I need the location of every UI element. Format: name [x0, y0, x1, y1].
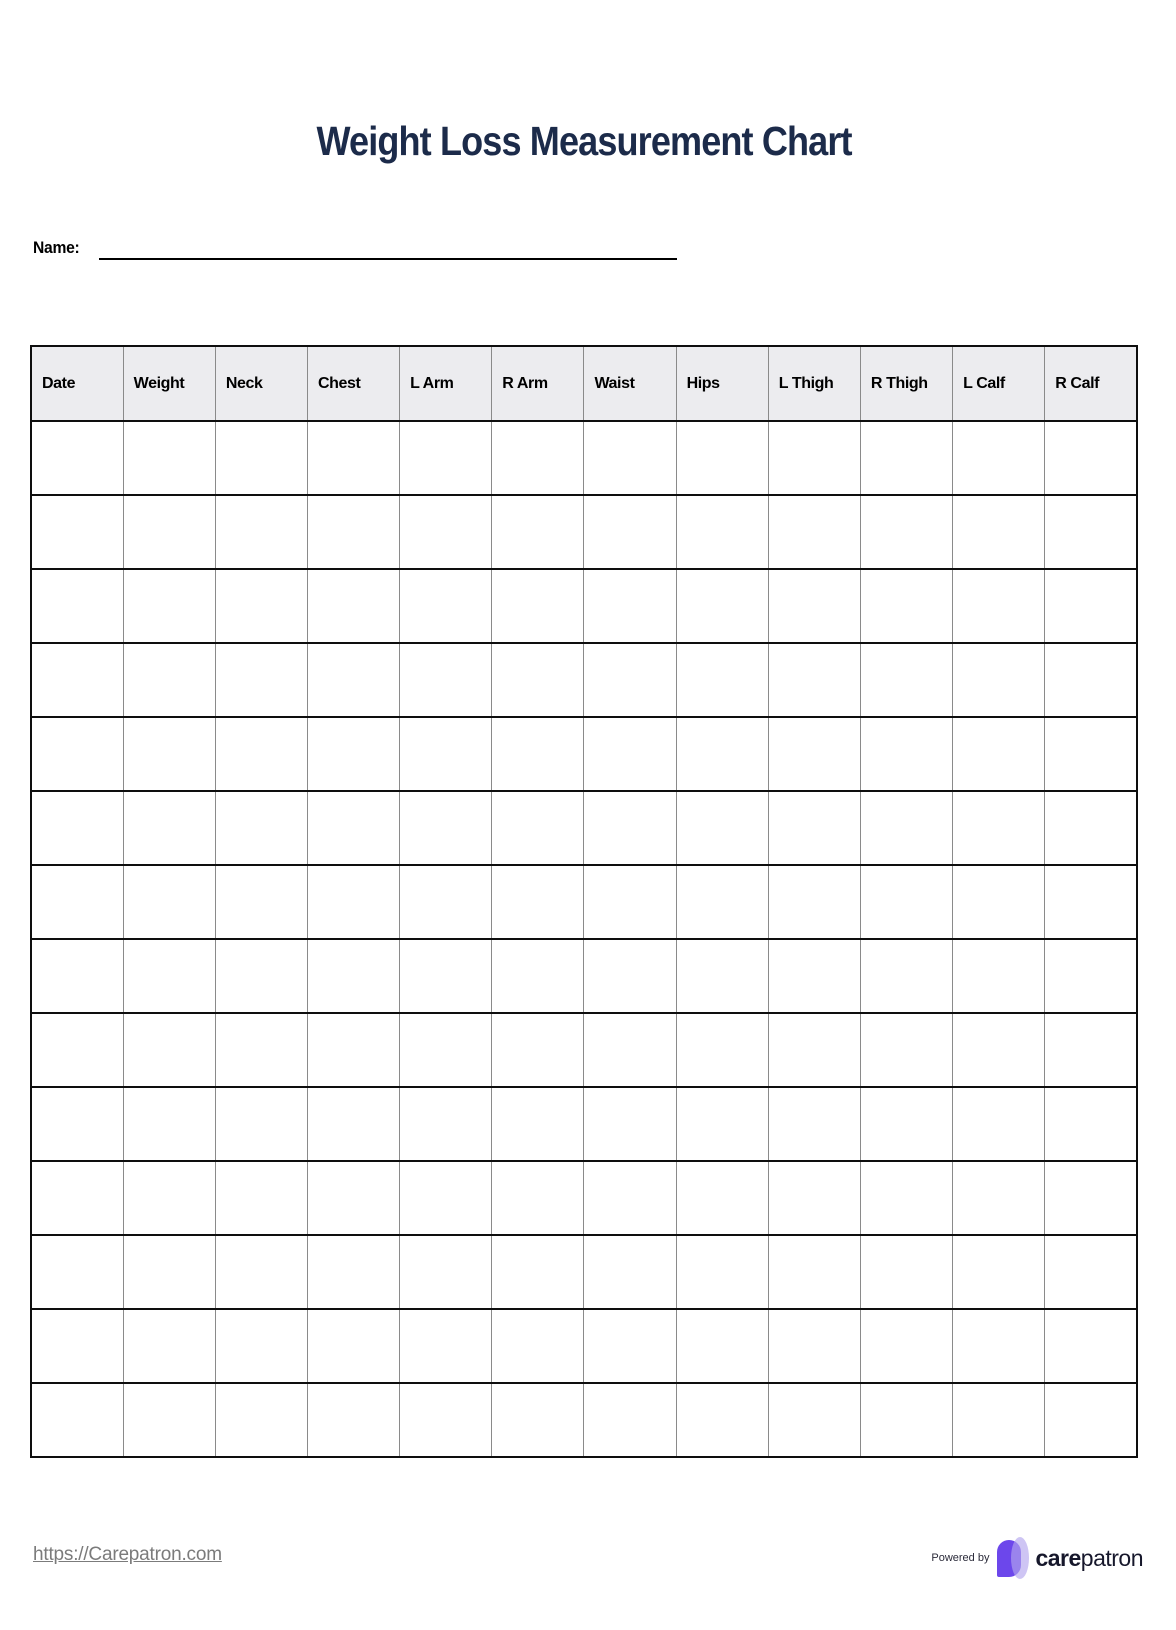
empty-cell-l-arm: [400, 643, 492, 717]
empty-cell-hips: [676, 717, 768, 791]
empty-cell-weight: [123, 643, 215, 717]
empty-cell-l-arm: [400, 421, 492, 495]
empty-cell-l-arm: [400, 939, 492, 1013]
empty-cell-r-thigh: [860, 643, 952, 717]
empty-cell-waist: [584, 421, 676, 495]
empty-cell-chest: [307, 1383, 399, 1457]
empty-cell-date: [31, 1161, 123, 1235]
table-row: [31, 1235, 1137, 1309]
empty-cell-waist: [584, 643, 676, 717]
measurement-table-body: [31, 421, 1137, 1457]
column-header-date: Date: [31, 346, 123, 421]
empty-cell-l-thigh: [768, 717, 860, 791]
empty-cell-neck: [215, 1383, 307, 1457]
empty-cell-chest: [307, 1161, 399, 1235]
column-header-l-arm: L Arm: [400, 346, 492, 421]
table-row: [31, 717, 1137, 791]
empty-cell-waist: [584, 1087, 676, 1161]
logo-oval-shape: [1011, 1537, 1029, 1579]
empty-cell-l-calf: [953, 939, 1045, 1013]
wordmark-patron: patron: [1080, 1544, 1143, 1571]
empty-cell-chest: [307, 791, 399, 865]
table-row: [31, 643, 1137, 717]
empty-cell-l-arm: [400, 1309, 492, 1383]
empty-cell-r-arm: [492, 643, 584, 717]
empty-cell-r-thigh: [860, 569, 952, 643]
empty-cell-l-arm: [400, 717, 492, 791]
empty-cell-l-thigh: [768, 865, 860, 939]
empty-cell-neck: [215, 569, 307, 643]
name-input-line: [99, 240, 677, 260]
empty-cell-r-calf: [1045, 1161, 1137, 1235]
empty-cell-l-thigh: [768, 1309, 860, 1383]
empty-cell-l-arm: [400, 1235, 492, 1309]
empty-cell-waist: [584, 495, 676, 569]
empty-cell-hips: [676, 791, 768, 865]
empty-cell-waist: [584, 865, 676, 939]
column-header-l-thigh: L Thigh: [768, 346, 860, 421]
empty-cell-waist: [584, 1309, 676, 1383]
empty-cell-r-arm: [492, 495, 584, 569]
empty-cell-weight: [123, 1013, 215, 1087]
name-field-row: [33, 238, 677, 260]
empty-cell-weight: [123, 791, 215, 865]
empty-cell-weight: [123, 865, 215, 939]
page-title: Weight Loss Measurement Chart: [316, 118, 852, 164]
empty-cell-neck: [215, 1235, 307, 1309]
empty-cell-neck: [215, 1309, 307, 1383]
table-row: [31, 1309, 1137, 1383]
empty-cell-hips: [676, 569, 768, 643]
empty-cell-date: [31, 1383, 123, 1457]
empty-cell-chest: [307, 865, 399, 939]
empty-cell-hips: [676, 1161, 768, 1235]
empty-cell-l-thigh: [768, 1383, 860, 1457]
empty-cell-weight: [123, 569, 215, 643]
empty-cell-weight: [123, 1087, 215, 1161]
empty-cell-neck: [215, 495, 307, 569]
empty-cell-r-calf: [1045, 1309, 1137, 1383]
empty-cell-l-thigh: [768, 569, 860, 643]
empty-cell-hips: [676, 1087, 768, 1161]
column-header-chest: Chest: [307, 346, 399, 421]
table-row: [31, 421, 1137, 495]
table-row: [31, 865, 1137, 939]
empty-cell-date: [31, 939, 123, 1013]
empty-cell-date: [31, 643, 123, 717]
empty-cell-l-arm: [400, 495, 492, 569]
empty-cell-l-arm: [400, 1383, 492, 1457]
empty-cell-r-arm: [492, 1013, 584, 1087]
empty-cell-waist: [584, 1235, 676, 1309]
empty-cell-date: [31, 1309, 123, 1383]
empty-cell-hips: [676, 643, 768, 717]
empty-cell-r-thigh: [860, 717, 952, 791]
empty-cell-date: [31, 1013, 123, 1087]
carepatron-link[interactable]: https://Carepatron.com: [33, 1544, 222, 1565]
empty-cell-hips: [676, 1383, 768, 1457]
column-header-l-calf: L Calf: [953, 346, 1045, 421]
empty-cell-chest: [307, 1309, 399, 1383]
column-header-r-calf: R Calf: [1045, 346, 1137, 421]
empty-cell-date: [31, 717, 123, 791]
column-header-neck: Neck: [215, 346, 307, 421]
empty-cell-date: [31, 495, 123, 569]
column-header-r-thigh: R Thigh: [860, 346, 952, 421]
empty-cell-neck: [215, 421, 307, 495]
empty-cell-l-calf: [953, 1013, 1045, 1087]
empty-cell-neck: [215, 791, 307, 865]
powered-by-badge: [931, 1534, 1143, 1582]
empty-cell-r-thigh: [860, 1161, 952, 1235]
empty-cell-waist: [584, 569, 676, 643]
empty-cell-chest: [307, 495, 399, 569]
empty-cell-weight: [123, 1383, 215, 1457]
empty-cell-l-arm: [400, 1161, 492, 1235]
empty-cell-date: [31, 569, 123, 643]
empty-cell-chest: [307, 1013, 399, 1087]
empty-cell-r-arm: [492, 421, 584, 495]
empty-cell-r-arm: [492, 1309, 584, 1383]
empty-cell-hips: [676, 495, 768, 569]
empty-cell-l-thigh: [768, 1161, 860, 1235]
empty-cell-date: [31, 1087, 123, 1161]
empty-cell-chest: [307, 1235, 399, 1309]
empty-cell-waist: [584, 1383, 676, 1457]
empty-cell-weight: [123, 939, 215, 1013]
empty-cell-r-calf: [1045, 421, 1137, 495]
empty-cell-chest: [307, 939, 399, 1013]
name-label: Name:: [33, 238, 80, 257]
measurement-table: [30, 345, 1138, 1458]
empty-cell-waist: [584, 1013, 676, 1087]
empty-cell-hips: [676, 1013, 768, 1087]
empty-cell-weight: [123, 421, 215, 495]
empty-cell-chest: [307, 1087, 399, 1161]
empty-cell-r-thigh: [860, 1309, 952, 1383]
empty-cell-r-arm: [492, 1087, 584, 1161]
empty-cell-date: [31, 1235, 123, 1309]
empty-cell-neck: [215, 717, 307, 791]
empty-cell-waist: [584, 717, 676, 791]
empty-cell-r-arm: [492, 1161, 584, 1235]
empty-cell-r-arm: [492, 939, 584, 1013]
empty-cell-r-thigh: [860, 1087, 952, 1161]
empty-cell-r-calf: [1045, 939, 1137, 1013]
empty-cell-l-calf: [953, 1235, 1045, 1309]
empty-cell-l-thigh: [768, 1235, 860, 1309]
empty-cell-r-calf: [1045, 495, 1137, 569]
empty-cell-l-calf: [953, 495, 1045, 569]
empty-cell-date: [31, 865, 123, 939]
column-header-weight: Weight: [123, 346, 215, 421]
measurement-table-header: [31, 346, 1137, 421]
empty-cell-r-calf: [1045, 1235, 1137, 1309]
table-row: [31, 939, 1137, 1013]
empty-cell-r-arm: [492, 569, 584, 643]
empty-cell-r-arm: [492, 791, 584, 865]
empty-cell-date: [31, 421, 123, 495]
empty-cell-l-calf: [953, 643, 1045, 717]
empty-cell-neck: [215, 865, 307, 939]
empty-cell-r-calf: [1045, 1013, 1137, 1087]
empty-cell-l-arm: [400, 569, 492, 643]
empty-cell-neck: [215, 939, 307, 1013]
column-header-r-arm: R Arm: [492, 346, 584, 421]
empty-cell-l-calf: [953, 865, 1045, 939]
empty-cell-neck: [215, 1013, 307, 1087]
empty-cell-l-calf: [953, 1161, 1045, 1235]
empty-cell-hips: [676, 1309, 768, 1383]
table-row: [31, 1013, 1137, 1087]
empty-cell-l-thigh: [768, 643, 860, 717]
empty-cell-r-thigh: [860, 865, 952, 939]
empty-cell-hips: [676, 939, 768, 1013]
empty-cell-hips: [676, 421, 768, 495]
title-container: [30, 118, 1138, 165]
empty-cell-r-calf: [1045, 643, 1137, 717]
header-row: [31, 346, 1137, 421]
empty-cell-chest: [307, 569, 399, 643]
empty-cell-l-arm: [400, 1013, 492, 1087]
empty-cell-r-calf: [1045, 569, 1137, 643]
table-row: [31, 1087, 1137, 1161]
empty-cell-date: [31, 791, 123, 865]
empty-cell-r-calf: [1045, 791, 1137, 865]
empty-cell-l-calf: [953, 1309, 1045, 1383]
carepatron-wordmark: [1035, 1545, 1143, 1572]
empty-cell-l-arm: [400, 791, 492, 865]
empty-cell-r-calf: [1045, 717, 1137, 791]
powered-by-label: Powered by: [931, 1552, 990, 1564]
empty-cell-chest: [307, 643, 399, 717]
empty-cell-neck: [215, 1087, 307, 1161]
empty-cell-r-arm: [492, 717, 584, 791]
empty-cell-weight: [123, 495, 215, 569]
empty-cell-l-thigh: [768, 1013, 860, 1087]
empty-cell-chest: [307, 717, 399, 791]
empty-cell-hips: [676, 865, 768, 939]
empty-cell-r-calf: [1045, 865, 1137, 939]
empty-cell-r-thigh: [860, 1383, 952, 1457]
empty-cell-l-thigh: [768, 421, 860, 495]
empty-cell-weight: [123, 717, 215, 791]
empty-cell-waist: [584, 939, 676, 1013]
empty-cell-weight: [123, 1309, 215, 1383]
empty-cell-r-arm: [492, 865, 584, 939]
empty-cell-l-arm: [400, 1087, 492, 1161]
empty-cell-l-calf: [953, 421, 1045, 495]
empty-cell-waist: [584, 1161, 676, 1235]
empty-cell-l-calf: [953, 717, 1045, 791]
empty-cell-neck: [215, 1161, 307, 1235]
empty-cell-r-calf: [1045, 1087, 1137, 1161]
empty-cell-r-thigh: [860, 939, 952, 1013]
empty-cell-weight: [123, 1235, 215, 1309]
empty-cell-r-thigh: [860, 791, 952, 865]
empty-cell-chest: [307, 421, 399, 495]
empty-cell-l-calf: [953, 791, 1045, 865]
empty-cell-l-thigh: [768, 1087, 860, 1161]
empty-cell-l-thigh: [768, 495, 860, 569]
empty-cell-r-calf: [1045, 1383, 1137, 1457]
empty-cell-l-calf: [953, 1383, 1045, 1457]
empty-cell-l-arm: [400, 865, 492, 939]
empty-cell-r-arm: [492, 1235, 584, 1309]
column-header-hips: Hips: [676, 346, 768, 421]
empty-cell-weight: [123, 1161, 215, 1235]
carepatron-logo-icon: [997, 1537, 1030, 1579]
table-row: [31, 791, 1137, 865]
empty-cell-r-thigh: [860, 421, 952, 495]
empty-cell-r-thigh: [860, 495, 952, 569]
empty-cell-hips: [676, 1235, 768, 1309]
table-row: [31, 1161, 1137, 1235]
table-row: [31, 569, 1137, 643]
empty-cell-neck: [215, 643, 307, 717]
table-row: [31, 1383, 1137, 1457]
empty-cell-l-thigh: [768, 791, 860, 865]
empty-cell-waist: [584, 791, 676, 865]
empty-cell-l-thigh: [768, 939, 860, 1013]
empty-cell-r-arm: [492, 1383, 584, 1457]
column-header-waist: Waist: [584, 346, 676, 421]
empty-cell-l-calf: [953, 569, 1045, 643]
empty-cell-r-thigh: [860, 1013, 952, 1087]
empty-cell-l-calf: [953, 1087, 1045, 1161]
table-row: [31, 495, 1137, 569]
wordmark-care: care: [1035, 1544, 1081, 1571]
empty-cell-r-thigh: [860, 1235, 952, 1309]
